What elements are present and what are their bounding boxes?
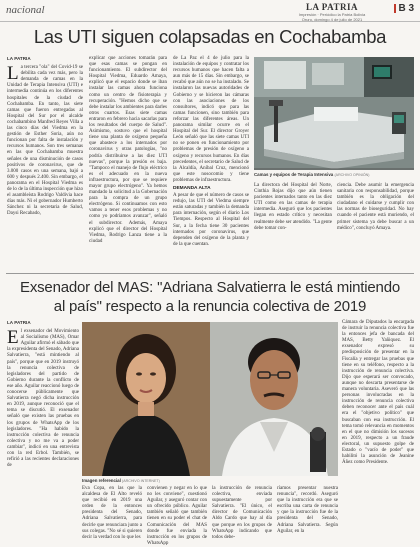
article1-column-2: explicar que acciones tomarán para que esas camas se pongan en funcionamiento. El subdirector del Hospital Viedma, Eduardo Amaya, explicó que el espacio donde se iban instalar las camas ahora funciona como un centro de fisioterapia y recuperación. "Hemos dicho que se debe instalar los ambientes para darles otros cuartos. Esas siete camas entraron en febrero hacia sacarlas para los resultados del cuerpo de Salud". Asimismo, sostuvo que el hospital tiene una planta de oxígeno pequeña que abastece a los internados por coronavirus y otras patologías, "no podría distribuirse a las diez UTI nuevas", porque la presión es baja. "Tampoco el manejo de flujo eléctrico es el adecuado en la nueva infraestructura, por que se requiere mayor grupo electrógeno". Ya hemos mandado la solicitud a la Gobernación para la compra de un grupo electrógeno. Si continuamos con esto vamos a tener esos problemas y no como yo podríamos avanzar", señaló el subdirector. Además, Amaya explicó que el director del Hospital Viedma, Rodrigo Lanza tiene a la ciudad	[89, 56, 167, 244]
article1-subhead: DEMANDA ALTA	[173, 185, 211, 191]
article2-caption: Imagen referencial (ARCHIVO INTERNET)	[82, 478, 160, 483]
article2-headline-line-1: Exsenador del MAS: "Adriana Salvatierra le está mintiendo	[20, 279, 400, 296]
article2-column-3: convienen y negar en lo que no les conviene", cuestionó Aguilar, y aseguró contar con un ofrecido público. Aguilar también señaló que también tienen en su poder el chat de Comunicación del MAS donde fue enviada la instrucción en los grupos de WhatsApp	[147, 486, 207, 546]
article1-caption: Camas y equipos de Terapia Intensiva (ARCHIVO OPINIÓN)	[254, 172, 370, 177]
article1-column-4: La directora del Hospital del Norte, Cinthia Rojas dijo que aún tienen pacientes internados tanto en las diez UTI como en las camas de terapia intermedia. Aseguró que los pacientes llegan en estado crítico y necesitan realmente debe ser atendido. "La gente debe tomar con-	[254, 183, 332, 231]
brand-name: LA PATRIA	[306, 2, 358, 12]
issue-date: Oruro, domingo 4 de julio de 2021	[301, 17, 363, 22]
article2-byline: LA PATRIA	[7, 320, 31, 325]
article1-column-3	[173, 56, 249, 270]
portraits-photo	[82, 322, 338, 476]
article2-column-1	[7, 320, 79, 532]
article1-headline: Las UTI siguen colapsadas en Cochabamba	[33, 26, 387, 47]
section-label: nacional	[6, 4, 45, 16]
article2-column-5: ríamos presentar nuestra renuncia", recordó. Aseguró que la instrucción era que se escriba una carta de renuncia y que la instrucción fue de la presidenta del Senado, Adriana Salvatierra. Según Aguilar, en la	[277, 486, 338, 534]
article1-dropcap: L	[7, 63, 19, 85]
article2-dropcap: E	[7, 327, 19, 349]
article1-byline: LA PATRIA	[7, 56, 31, 61]
icu-photo	[254, 57, 414, 170]
page-header	[0, 0, 420, 22]
article1-text-3: de La Paz el 4 de julio para la instalación de equipos y contratar los recursos humanos que hacen falta a aun más de 15 días. Sin embargo, se recabó que aún no se ha instalado. Se instalaron las nuevas autoridades de Gobierno y se hicieron las cámaras con las asociaciones de los consultores, indicó que para las camas funcionen, sino también para reforzar las diferentes áreas. Un panorama similar ocurre en el Hospital del Sur. El director Groyer León señaló que las siete camas UTI no se ponen en funcionamiento por problemas de presión de oxígeno a oxígeno y recursos humanos. En días precedentes, el secretario de Salud de la Alcaldía, Aníbal Cruz, mencionó que este nosocomio y tiene problemas de infraestructura.	[173, 56, 249, 183]
article1-column-5: ciencia. Debe asumir la emergencia sanitaria con responsabilidad, porque también es la obligación del ciudadano el cuidarse y cumplir con las normas de bioseguridad. No hay cuando el paciente está muriendo, el primer sistema ya debe buscar a un médico", concluyó Amaya.	[337, 183, 414, 231]
article2-headline	[0, 278, 420, 316]
article2-column-6: Cámara de Diputados la encargada de instruir la renuncia colectiva fue la entonces jefa de bancada del MAS, Betty Yañiquez. El exsenador expresó su predisposición de presentar en la Fiscalía y entregar las pruebas que tiene en su teléfono, respecto a la instrucción de renuncia colectiva. Dijo que esperará ser convocado, aunque no descarta presentarse de manera voluntaria. Aseveró que las personas involucradas en la instrucción de renuncia colectiva deben reconocer ante el país cuál era el "objetivo político" que buscaban con esa instrucción. El tema tomó relevancia en momentos en el que no dimisión los sucesos en 2019, respecto a un fraude electoral, un supuesto golpe de Estado o "vacío de poder" que habilitó la asunción de Jeanine Áñez como Presidente.	[342, 320, 414, 466]
article2-text-1: l exsenador del Movimiento al Socialismo (MAS), Omar Aguilar afirmó el sábado que la expresidenta del Senado, Adriana Salvatierra, "está mintiendo al país", porque que en 2019 instruyó la renuncia colectiva de legisladores del partido de Gobierno durante la conflicto de ese año. Aguilar reaccionó luego de conocerse públicamente que Salvatierra negó dicha instrucción en 2019, aunque reconoció que el tema se discutió. El exsenador señaló que existen las pruebas en los grupos de WhatsApp de los legisladores. "Ha habido la instrucción colectiva de renuncia colectiva y no me va a poder cambiar", indicó en una entrevista con la red Erbol. También, se refirió a las recientes declaraciones de	[7, 329, 79, 469]
article1-text-1: a tercera "ola" del Covid-19 se debilita cada vez más, pero la demanda de camas en la Unidad de Terapia Intensiva (UTI) e intermedia continúa en los diferentes hospitales de la ciudad de Cochabamba. En tanto, las siete camas que fueron entregadas al Hospital del Sur por el alcalde cochabambino Manfred Reyes Villa a las cinco días del Viedma en la gestión de Esther Soria, aún no funcionan por falta de instalación y recursos humanos. Son tres semanas en las que Cochabamba muestra señales de una disminución de casos positivos de coronavirus, que de 3.000 casos en una semana, bajó a 600 y después 2.400. Sin embargo, el panorama en el Hospital Viedma es de lo de la última inspección que hizo el asambleísta Rodrigo Valdivia hace días más. Ni el gobernador Humberto Sánchez ni la secretaria de Salud, Daysi Recabado,	[7, 65, 83, 217]
section-divider	[6, 273, 414, 274]
article2-column-2: Eva Copa, en las que la alcaldesa de El Alto reveló que recibió en 2019 una orden de la entonces presidenta del Senado, Adriana Salvatierra, para decirle que renunciara junto a sus colegas. "No sé si quieren decir la verdad con lo que les	[82, 486, 142, 540]
article2-column-4: la instrucción de renuncia colectiva, enviada supuestamente por Salvatierra. "El único, el director de Comunicación Aldo Cardo que hay al día que porque en los grupos de WhatsApp indicando que todos debe-	[212, 486, 272, 540]
article2-headline-line-2: al país" respecto a la renuncia colectiva de 2019	[53, 298, 367, 315]
article1-column-1	[7, 56, 83, 270]
brand-subtitle: Impresión · Periódico la Patria Bolivia	[298, 12, 366, 17]
page-number: B 3	[392, 3, 414, 14]
article1-text-3b: A pesar de que el número de casos se redujo, las UTI del Viedma siempre están saturadas y también la demanda para internación, según el diario Los Tiempos. Respecto al Hospital del Sur, a la fecha tiene 30 pacientes internados por coronavirus, que dependen del oxígeno de la planta y de la que cuentan.	[173, 193, 249, 247]
masthead	[292, 2, 372, 22]
